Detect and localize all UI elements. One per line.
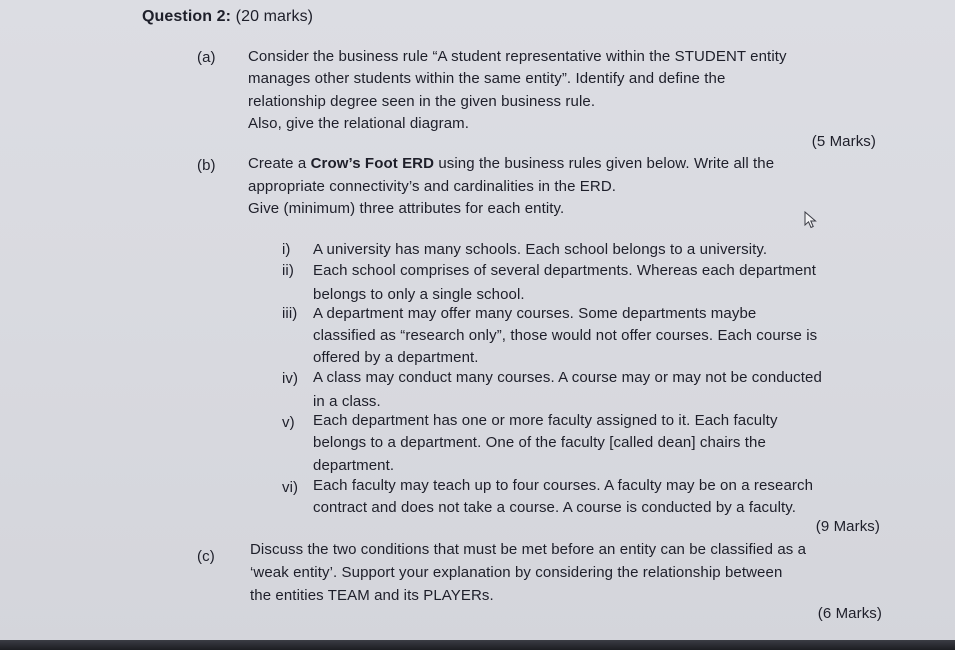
- rule-number: ii): [282, 262, 294, 279]
- rule-line: Each school comprises of several departments. Whereas each department: [313, 262, 816, 279]
- rule-line: A university has many schools. Each school belongs to a university.: [313, 241, 768, 258]
- part-a-marks: (5 Marks): [811, 133, 876, 150]
- rule-line: contract and does not take a course. A course is conducted by a faculty.: [313, 499, 797, 516]
- rule-line: belongs to a department. One of the faculty [called dean] chairs the: [313, 434, 766, 451]
- rule-line: Each faculty may teach up to four courses. A faculty may be on a research: [313, 477, 814, 494]
- part-c-marks: (6 Marks): [817, 605, 882, 622]
- rule-line: A class may conduct many courses. A course may or may not be conducted: [313, 369, 822, 386]
- question-number: Question 2:: [142, 8, 232, 25]
- rule-line: in a class.: [313, 393, 381, 410]
- rule-number: iv): [282, 370, 299, 387]
- part-a-line-3: relationship degree seen in the given business rule.: [248, 93, 596, 110]
- part-b-marks: (9 Marks): [815, 518, 880, 535]
- rule-line: offered by a department.: [313, 349, 479, 366]
- part-a-line-2: manages other students within the same entity”. Identify and define the: [248, 70, 726, 87]
- part-c-line-2: ‘weak entity’. Support your explanation by considering the relationship between: [250, 564, 783, 581]
- crows-foot-erd-term: Crow’s Foot ERD: [310, 155, 435, 172]
- rule-line: classified as “research only”, those would not offer courses. Each course is: [313, 327, 818, 344]
- part-c-label: (c): [197, 548, 215, 565]
- part-b-line-1: Create a Crow’s Foot ERD using the business rules given below. Write all the: [248, 155, 775, 172]
- screen-bezel: [0, 640, 955, 650]
- rule-number: vi): [282, 479, 299, 496]
- part-b-line-3: Give (minimum) three attributes for each entity.: [248, 200, 565, 217]
- rule-number: v): [282, 414, 295, 431]
- question-heading: [142, 6, 313, 28]
- part-c-line-3: the entities TEAM and its PLAYERs.: [250, 587, 494, 604]
- rule-line: A department may offer many courses. Some departments maybe: [313, 305, 757, 322]
- rule-line: belongs to only a single school.: [313, 286, 525, 303]
- part-b-line-2: appropriate connectivity’s and cardinalities in the ERD.: [248, 178, 617, 195]
- mouse-pointer-icon: [804, 211, 818, 229]
- part-a-line-1: Consider the business rule “A student representative within the STUDENT entity: [248, 48, 787, 65]
- rule-number: i): [282, 241, 291, 258]
- part-c-line-1: Discuss the two conditions that must be met before an entity can be classified as a: [250, 541, 807, 558]
- part-a-line-4: Also, give the relational diagram.: [248, 115, 470, 132]
- rule-line: Each department has one or more faculty assigned to it. Each faculty: [313, 412, 778, 429]
- part-b-label: (b): [197, 157, 216, 174]
- question-total-marks: (20 marks): [235, 8, 314, 25]
- part-a-label: (a): [197, 49, 216, 66]
- rule-line: department.: [313, 457, 395, 474]
- rule-number: iii): [282, 305, 298, 322]
